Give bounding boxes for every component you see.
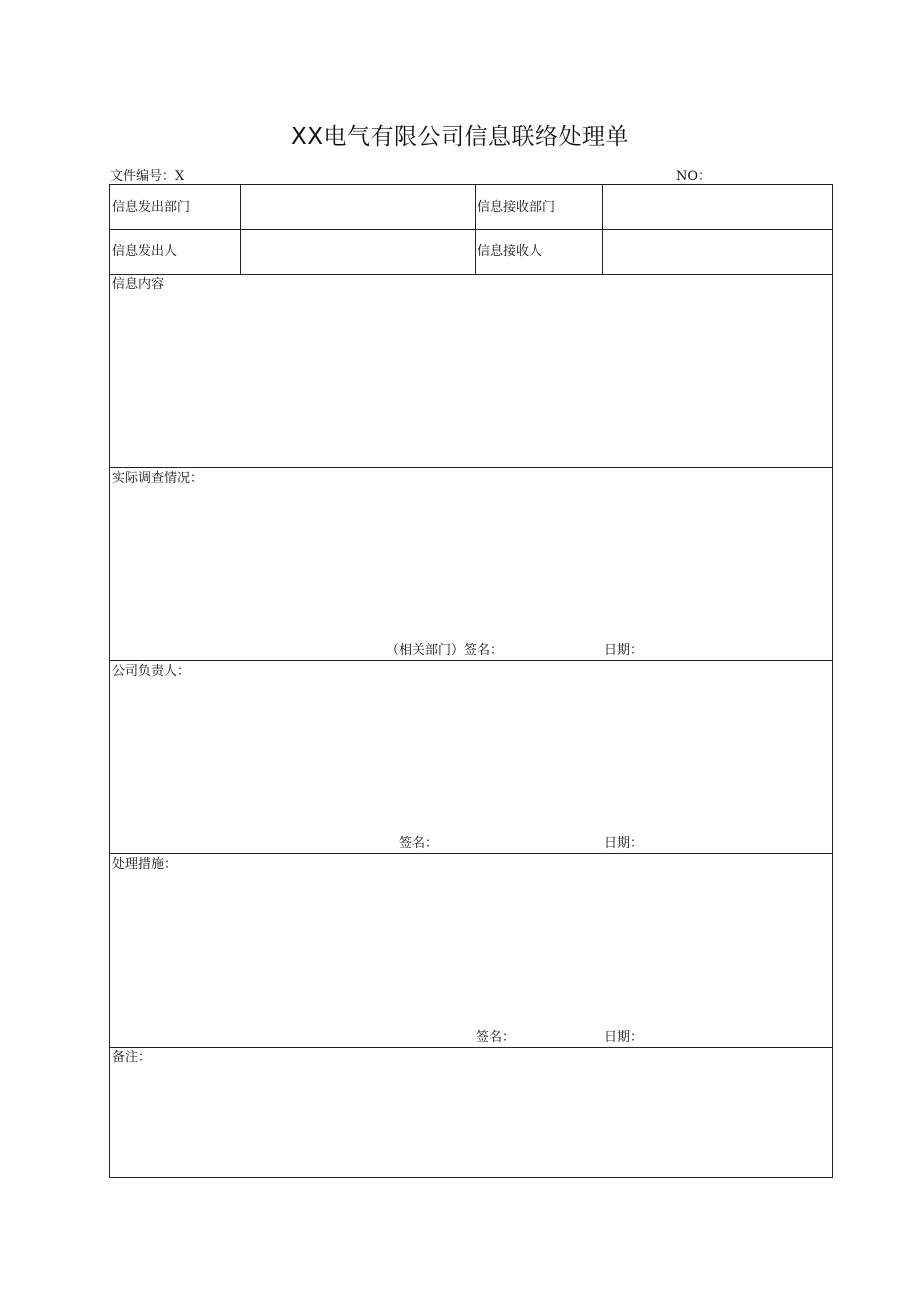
row-divider — [110, 229, 832, 230]
investigation-sign-label: （相关部门）签名： — [386, 643, 504, 658]
receiver-person-field[interactable] — [608, 244, 828, 260]
sender-person-label: 信息发出人 — [112, 244, 178, 259]
row-divider — [110, 1047, 832, 1048]
manager-sign-label: 签名： — [399, 836, 439, 851]
receiver-department-label: 信息接收部门 — [477, 200, 556, 215]
remarks-label: 备注： — [112, 1050, 152, 1065]
measures-date-label: 日期： — [604, 1030, 644, 1045]
row-divider — [110, 853, 832, 854]
measures-label: 处理措施： — [112, 857, 178, 872]
row-divider — [110, 660, 832, 661]
investigation-label: 实际调查情况： — [112, 471, 204, 486]
page-title: XX电气有限公司信息联络处理单 — [290, 124, 629, 150]
measures-sign-label: 签名： — [476, 1030, 516, 1045]
file-number: 文件编号：X — [110, 169, 185, 184]
manager-date-label: 日期： — [604, 836, 644, 851]
sender-department-label: 信息发出部门 — [112, 200, 191, 215]
receiver-person-label: 信息接收人 — [477, 244, 543, 259]
sender-department-field[interactable] — [246, 200, 468, 216]
row-divider — [110, 467, 832, 468]
form-table — [109, 184, 833, 1178]
manager-label: 公司负责人： — [112, 664, 191, 679]
sender-person-field[interactable] — [246, 244, 468, 260]
info-content-label: 信息内容 — [112, 277, 165, 292]
row-divider — [110, 274, 832, 275]
investigation-date-label: 日期： — [604, 643, 644, 658]
receiver-department-field[interactable] — [608, 200, 828, 216]
serial-number-label: NO： — [676, 169, 712, 184]
